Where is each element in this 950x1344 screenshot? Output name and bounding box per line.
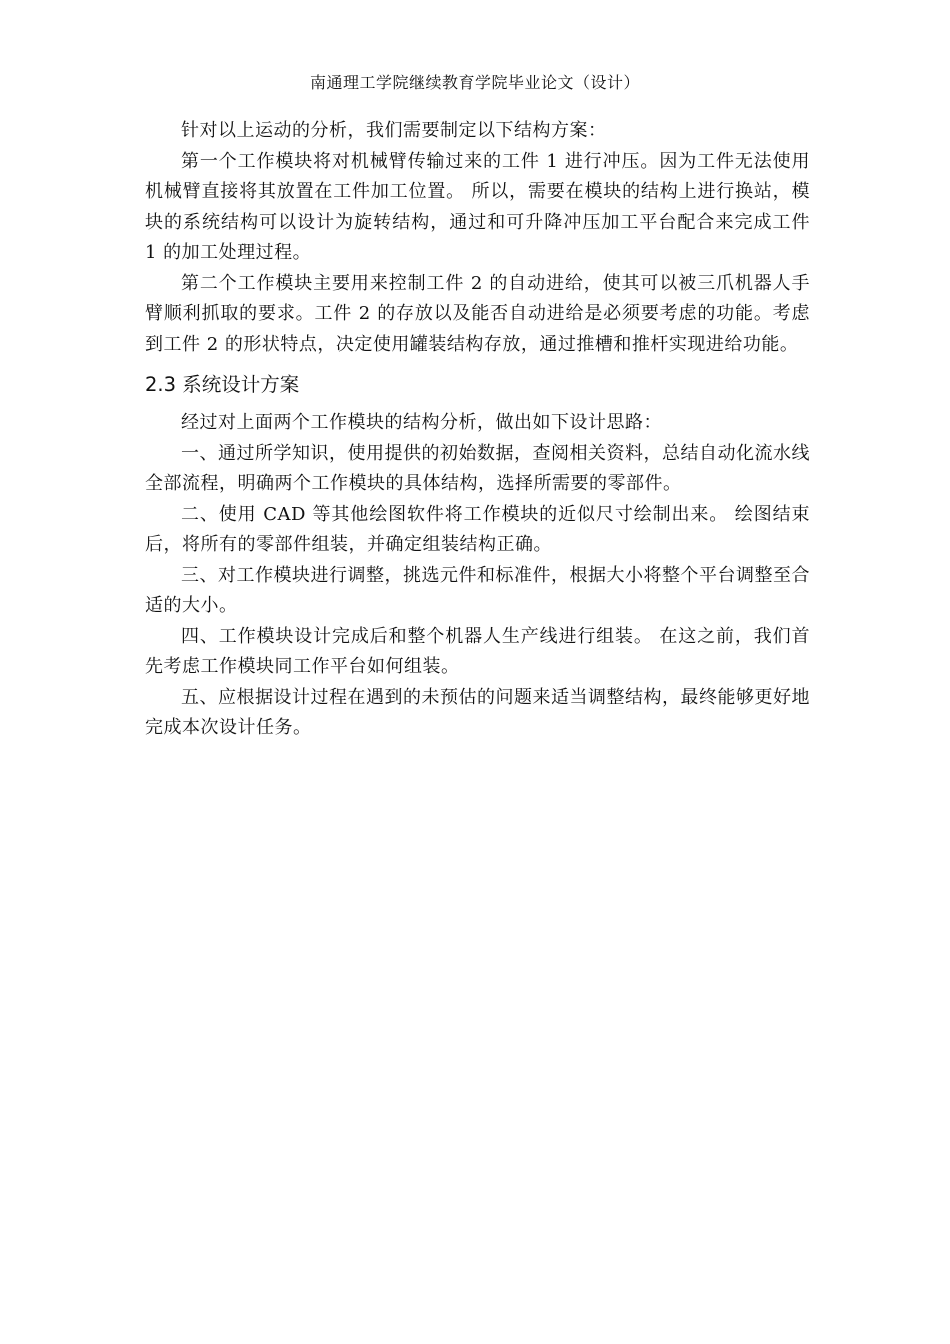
page-content (145, 116, 810, 744)
paragraph-module-one: 第一个工作模块将对机械臂传输过来的工件 1 进行冲压。因为工件无法使用机械臂直接将其放置在工件加工位置。 所以，需要在模块的结构上进行换站，模块的系统结构可以设计为旋转结构，通过和可升降冲压加工平台配合来完成工件 1 的加工处理过程。 (145, 150, 810, 263)
paragraph-structure-intro: 针对以上运动的分析，我们需要制定以下结构方案： (181, 120, 607, 141)
running-header: 南通理工学院继续教育学院毕业论文（设计） (309, 73, 640, 92)
paragraph-step-five: 五、应根据设计过程在遇到的未预估的问题来适当调整结构，最终能够更好地完成本次设计任务。 (145, 686, 810, 738)
section-heading: 2.3 系统设计方案 (145, 373, 300, 396)
paragraph-step-two: 二、使用 CAD 等其他绘图软件将工作模块的近似尺寸绘制出来。 绘图结束后，将所有的零部件组装，并确定组装结构正确。 (145, 503, 810, 555)
paragraph-module-two: 第二个工作模块主要用来控制工件 2 的自动进给，使其可以被三爪机器人手臂顺利抓取的要求。工件 2 的存放以及能否自动进给是必须要考虑的功能。考虑到工件 2 的形状特点，决定使用罐装结构存放，通过推槽和推杆实现进给功能。 (145, 272, 810, 355)
paragraph-step-four: 四、工作模块设计完成后和整个机器人生产线进行组装。 在这之前，我们首先考虑工作模块同工作平台如何组装。 (145, 625, 810, 677)
paragraph-step-one: 一、通过所学知识，使用提供的初始数据，查阅相关资料，总结自动化流水线全部流程，明确两个工作模块的具体结构，选择所需要的零部件。 (145, 442, 810, 494)
paragraph-design-intro: 经过对上面两个工作模块的结构分析，做出如下设计思路： (181, 412, 662, 433)
paragraph-step-three: 三、对工作模块进行调整，挑选元件和标准件，根据大小将整个平台调整至合适的大小。 (145, 564, 810, 616)
